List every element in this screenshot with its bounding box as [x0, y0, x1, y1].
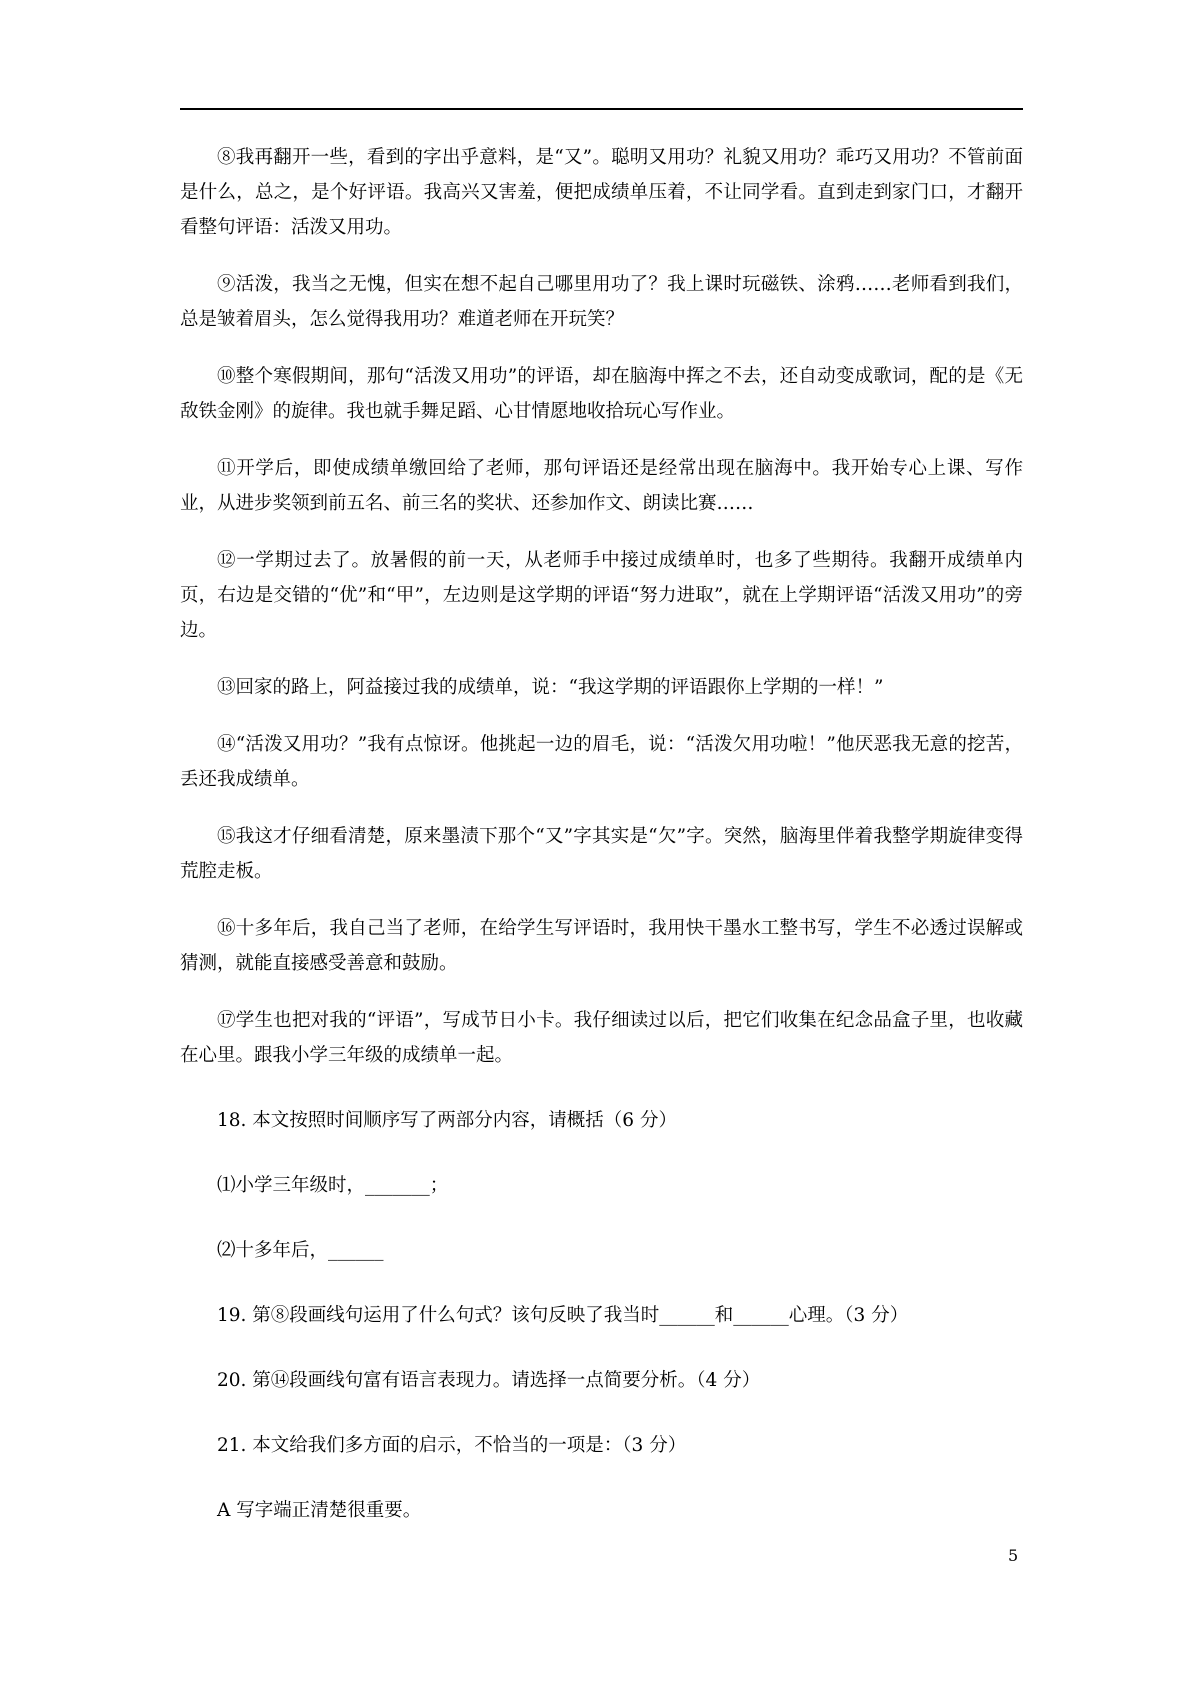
- paragraph-13: ⑬回家的路上，阿益接过我的成绩单，说：“我这学期的评语跟你上学期的一样！”: [217, 677, 884, 698]
- page-number: 5: [1008, 1546, 1019, 1565]
- paragraph-12: ⑫一学期过去了。放暑假的前一天，从老师手中接过成绩单时，也多了些期待。我翻开成绩单内页，右边是交错的“优”和“甲”，左边则是这学期的评语“努力进取”，就在上学期评语“活泼又用功”的旁边。: [180, 550, 1023, 641]
- paragraph-17: ⑰学生也把对我的“评语”，写成节日小卡。我仔细读过以后，把它们收集在纪念品盒子里，也收藏在心里。跟我小学三年级的成绩单一起。: [180, 1010, 1023, 1066]
- paragraph-16: ⑯十多年后，我自己当了老师，在给学生写评语时，我用快干墨水工整书写，学生不必透过误解或猜测，就能直接感受善意和鼓励。: [180, 918, 1023, 974]
- question-21: 21. 本文给我们多方面的启示，不恰当的一项是：（3 分）: [217, 1435, 687, 1456]
- header-rule: [180, 108, 1023, 110]
- question-19: 19. 第⑧段画线句运用了什么句式？该句反映了我当时______和______心理。（3 分）: [217, 1305, 909, 1326]
- paragraph-15: ⑮我这才仔细看清楚，原来墨渍下那个“又”字其实是“欠”字。突然，脑海里伴着我整学期旋律变得荒腔走板。: [180, 826, 1023, 882]
- paragraph-9: ⑨活泼，我当之无愧，但实在想不起自己哪里用功了？我上课时玩磁铁、涂鸦……老师看到我们，总是皱着眉头，怎么觉得我用功？难道老师在开玩笑？: [180, 274, 1023, 330]
- paragraph-8: ⑧我再翻开一些，看到的字出乎意料，是“又”。聪明又用功？礼貌又用功？乖巧又用功？不管前面是什么，总之，是个好评语。我高兴又害羞，便把成绩单压着，不让同学看。直到走到家门口，才翻开看整句评语：活泼又用功。: [180, 147, 1023, 238]
- paragraph-11: ⑪开学后，即使成绩单缴回给了老师，那句评语还是经常出现在脑海中。我开始专心上课、写作业，从进步奖领到前五名、前三名的奖状、还参加作文、朗读比赛……: [180, 458, 1023, 514]
- question-18: 18. 本文按照时间顺序写了两部分内容，请概括（6 分）: [217, 1110, 677, 1131]
- paragraph-14: ⑭“活泼又用功？”我有点惊讶。他挑起一边的眉毛，说：“活泼欠用功啦！”他厌恶我无意的挖苦，丢还我成绩单。: [180, 734, 1023, 790]
- document-body: [180, 140, 1023, 1558]
- paragraph-10: ⑩整个寒假期间，那句“活泼又用功”的评语，却在脑海中挥之不去，还自动变成歌词，配的是《无敌铁金刚》的旋律。我也就手舞足蹈、心甘情愿地收拾玩心写作业。: [180, 366, 1023, 422]
- question-18-part-2: ⑵十多年后，______: [217, 1240, 384, 1261]
- question-18-part-1: ⑴小学三年级时，_______；: [217, 1175, 449, 1196]
- question-20: 20. 第⑭段画线句富有语言表现力。请选择一点简要分析。（4 分）: [217, 1370, 761, 1391]
- question-21-option-a: A 写字端正清楚很重要。: [217, 1500, 422, 1521]
